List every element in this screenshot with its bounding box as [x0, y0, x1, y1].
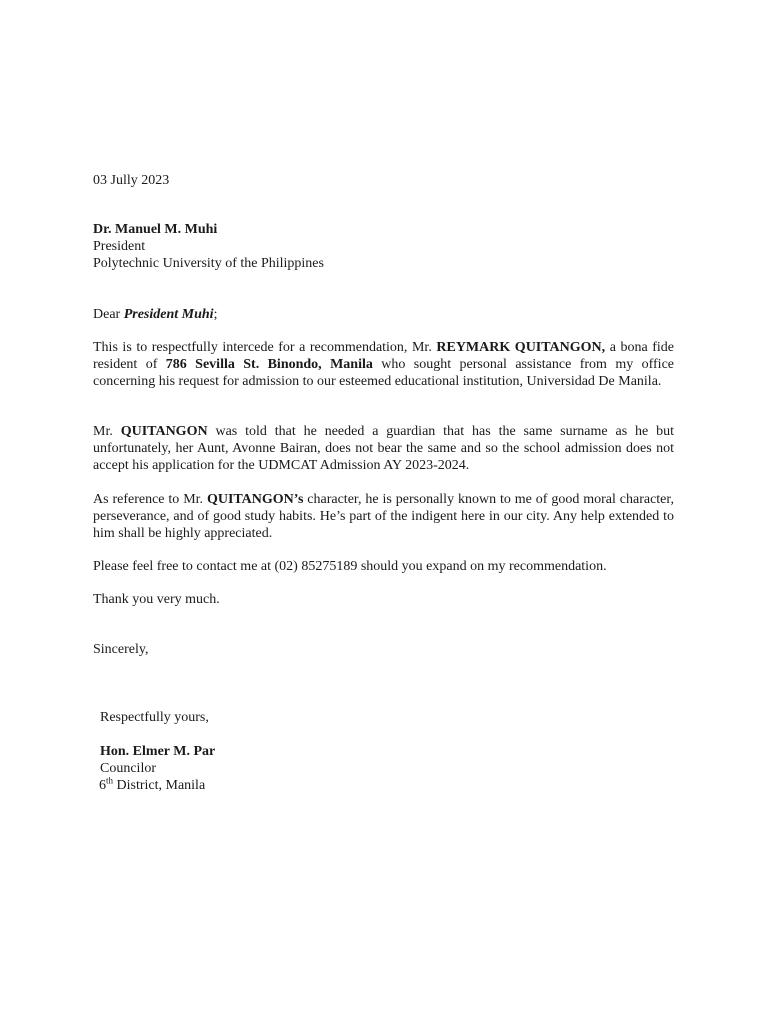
p1-address: 786 Sevilla St. Binondo, Manila — [165, 357, 373, 372]
signatory-name: Hon. Elmer M. Par — [100, 744, 216, 759]
p3-text-1: As reference to Mr. — [93, 492, 207, 507]
paragraph-1 — [93, 339, 674, 390]
paragraph-3 — [93, 491, 674, 542]
p2-text-1: Mr. — [93, 424, 121, 439]
recipient-block — [93, 221, 674, 272]
p3-text-2: character, he is personally known to me of good moral character, perseverance, and of good study habits. He’s part of the indigent here in our city. Any help extended to him shall be highly appreciated. — [93, 492, 674, 541]
p3-surname: QUITANGON’s — [206, 492, 304, 507]
p2-surname: QUITANGON — [120, 424, 208, 439]
signatory-district — [99, 777, 681, 794]
salutation-prefix: Dear — [93, 307, 124, 322]
district-text: District, Manila — [113, 778, 206, 793]
district-number: 6 — [99, 778, 106, 793]
closing: Sincerely, — [93, 642, 149, 657]
p1-student-name: REYMARK QUITANGON, — [436, 340, 606, 355]
salutation-name: President Muhi — [123, 307, 214, 322]
recipient-title: President — [93, 239, 146, 254]
paragraph-4: Please feel free to contact me at (02) 85275189 should you expand on my recommendation. — [93, 559, 607, 574]
p1-text-1: This is to respectfully intercede for a recommendation, Mr. — [93, 340, 437, 355]
district-suffix: th — [106, 775, 114, 786]
paragraph-5: Thank you very much. — [93, 592, 220, 607]
salutation-suffix: ; — [213, 307, 218, 322]
recipient-name: Dr. Manuel M. Muhi — [93, 222, 218, 237]
p1-text-2: a bona fide resident of — [93, 340, 675, 372]
valediction: Respectfully yours, — [100, 710, 209, 725]
paragraph-2 — [93, 423, 674, 474]
recipient-institution: Polytechnic University of the Philippines — [93, 256, 324, 271]
signatory-position: Councilor — [100, 761, 156, 776]
p1-text-3: who sought personal assistance from my office concerning his request for admission to our esteemed educational institution, Universidad De Manila. — [93, 357, 674, 389]
p2-text-2: was told that he needed a guardian that has the same surname as he but unfortunately, her Aunt, Avonne Bairan, does not bear the same and so the school admission does not accept his application for the UDMCAT Admission AY 2023-2024. — [93, 424, 674, 473]
salutation — [93, 306, 674, 323]
signature-block — [100, 709, 681, 794]
letter-date: 03 Jully 2023 — [93, 173, 170, 188]
